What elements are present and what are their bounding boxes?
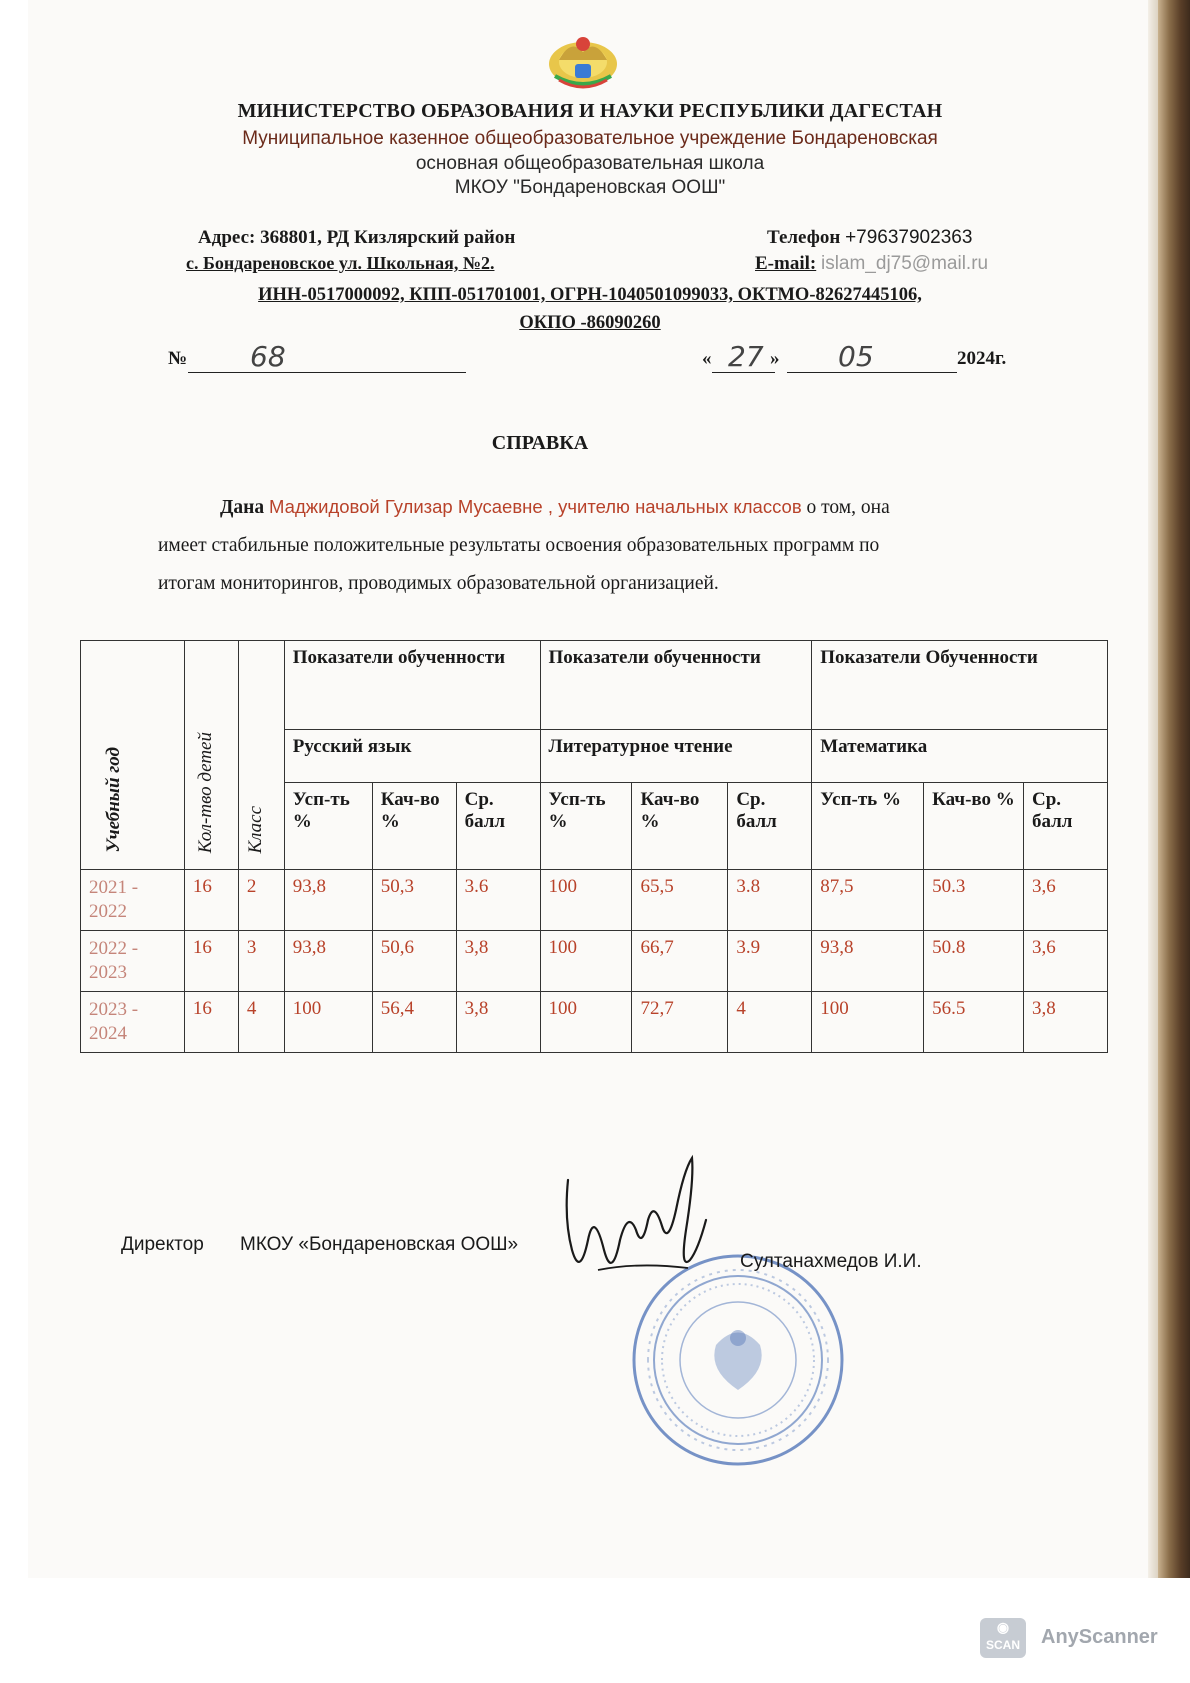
date-quote-open: « (702, 348, 712, 369)
row-year: 2023 - 2024 (81, 992, 185, 1053)
school-short-name: МКОУ "Бондареновская ООШ" (454, 177, 726, 198)
body-line-1 (158, 488, 1038, 527)
address-line1: Адрес: 368801, РД Кизлярский район (198, 227, 516, 248)
school-full-name-line2: основная общеобразовательная школа (415, 153, 765, 174)
document-title: СПРАВКА (491, 432, 589, 454)
ministry-title: МИНИСТЕРСТВО ОБРАЗОВАНИЯ И НАУКИ РЕСПУБЛИКИ ДАГЕСТАН (237, 100, 943, 122)
col-header-year (81, 641, 185, 870)
school-full-name-line1: Муниципальное казенное общеобразовательное учреждение Бондареновская (242, 128, 938, 149)
row-count: 16 (184, 992, 238, 1053)
row-lit-quality: 66,7 (632, 931, 728, 992)
document-number-handwritten: 68 (250, 340, 286, 373)
group-header-russian: Показатели обученности (284, 641, 540, 730)
subject-literature: Литературное чтение (540, 730, 812, 783)
group-header-literature: Показатели обученности (540, 641, 812, 730)
row-ru-success: 93,8 (284, 870, 372, 931)
lit-quality-header: Кач-во % (632, 783, 728, 870)
math-success-header: Усп-ть % (812, 783, 924, 870)
row-ru-avg: 3.6 (456, 870, 540, 931)
row-lit-success: 100 (540, 992, 632, 1053)
lit-avg-header: Ср. балл (728, 783, 812, 870)
okpo-code: ОКПО -86090260 (519, 313, 661, 333)
document-number-label: № (168, 348, 188, 369)
ru-success-header: Усп-ть % (284, 783, 372, 870)
row-ru-success: 100 (284, 992, 372, 1053)
document-number-underline (188, 372, 466, 373)
date-day-handwritten: 27 (728, 340, 764, 373)
row-class: 2 (238, 870, 284, 931)
date-quote-close: » (770, 348, 780, 369)
ru-quality-header: Кач-во % (372, 783, 456, 870)
email-value: islam_dj75@mail.ru (820, 253, 989, 274)
body-start: Дана (220, 497, 270, 518)
row-year: 2022 - 2023 (81, 931, 185, 992)
row-lit-success: 100 (540, 931, 632, 992)
lit-success-header: Усп-ть % (540, 783, 632, 870)
email-label: E-mail: (755, 253, 817, 274)
date-year: 2024г. (957, 348, 1007, 369)
scanner-app-name: AnyScanner (1041, 1626, 1158, 1648)
row-ru-quality: 56,4 (372, 992, 456, 1053)
col-header-class-text: Класс (244, 805, 266, 853)
subject-math: Математика (812, 730, 1108, 783)
row-lit-quality: 72,7 (632, 992, 728, 1053)
row-class: 3 (238, 931, 284, 992)
row-math-success: 100 (812, 992, 924, 1053)
ru-avg-header: Ср. балл (456, 783, 540, 870)
row-math-quality: 56.5 (924, 992, 1024, 1053)
table-row (81, 931, 1108, 992)
subject-russian: Русский язык (284, 730, 540, 783)
coat-of-arms-emblem (545, 30, 621, 90)
phone (767, 227, 972, 249)
row-math-success: 87,5 (812, 870, 924, 931)
row-math-quality: 50.8 (924, 931, 1024, 992)
row-ru-success: 93,8 (284, 931, 372, 992)
row-ru-avg: 3,8 (456, 992, 540, 1053)
row-count: 16 (184, 931, 238, 992)
scanner-icon-label: SCAN (985, 1638, 1020, 1652)
group-header-math: Показатели Обученности (812, 641, 1108, 730)
certificate-body (158, 488, 1038, 603)
row-math-success: 93,8 (812, 931, 924, 992)
body-line-2: имеет стабильные положительные результаты освоения образовательных программ по (158, 535, 880, 556)
table-row (81, 870, 1108, 931)
table-header-row-1 (81, 641, 1108, 730)
row-lit-quality: 65,5 (632, 870, 728, 931)
date-month-handwritten: 05 (838, 340, 874, 373)
row-count: 16 (184, 870, 238, 931)
row-math-avg: 3,6 (1023, 870, 1107, 931)
row-lit-success: 100 (540, 870, 632, 931)
teacher-name: Маджидовой Гулизар Мусаевне , учителю начальных классов (269, 496, 802, 517)
row-ru-quality: 50,3 (372, 870, 456, 931)
row-lit-avg: 4 (728, 992, 812, 1053)
row-year: 2021 - 2022 (81, 870, 185, 931)
row-math-avg: 3,8 (1023, 992, 1107, 1053)
background-fabric (1158, 0, 1190, 1578)
row-lit-avg: 3.8 (728, 870, 812, 931)
phone-label: Телефон (767, 227, 841, 248)
email (755, 253, 988, 275)
address-line2: с. Бондареновское ул. Школьная, №2. (186, 253, 495, 273)
row-lit-avg: 3.9 (728, 931, 812, 992)
row-ru-avg: 3,8 (456, 931, 540, 992)
row-class: 4 (238, 992, 284, 1053)
signatory-name: Султанахмедов И.И. (740, 1251, 922, 1272)
math-avg-header: Ср. балл (1023, 783, 1107, 870)
row-math-avg: 3,6 (1023, 931, 1107, 992)
math-quality-header: Кач-во % (924, 783, 1024, 870)
body-line1-end: о том, она (801, 497, 890, 518)
table-row (81, 992, 1108, 1053)
handwritten-signature (558, 1150, 738, 1310)
col-header-count (184, 641, 238, 870)
phone-value: +79637902363 (845, 227, 973, 248)
registration-ids: ИНН-0517000092, КПП-051701001, ОГРН-1040501099033, ОКТМО-82627445106, (258, 285, 922, 305)
signatory-position: Директор (121, 1234, 204, 1255)
col-header-class (238, 641, 284, 870)
col-header-count-text: Кол-тво детей (194, 731, 216, 853)
signatory-organization: МКОУ «Бондареновская ООШ» (240, 1234, 519, 1255)
row-ru-quality: 50,6 (372, 931, 456, 992)
col-header-year-text: Учебный год (103, 747, 124, 853)
scanner-app-icon: ◉ SCAN (980, 1618, 1026, 1658)
results-table (80, 640, 1108, 1053)
row-math-quality: 50.3 (924, 870, 1024, 931)
body-line-3: итогам мониторингов, проводимых образовательной организацией. (158, 573, 719, 594)
